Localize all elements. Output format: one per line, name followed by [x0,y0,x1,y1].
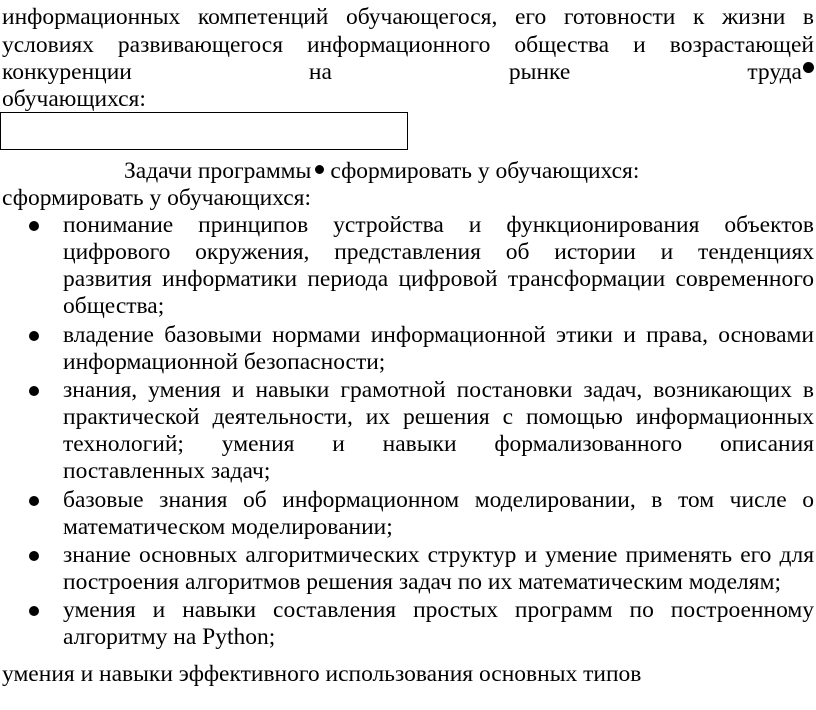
tasks-heading-left: Задачи программы [124,158,312,184]
list-item-line: общества; [63,293,165,319]
list-item-line: информационной безопасности; [63,349,386,375]
bullet-icon [29,221,39,231]
list-item-line: построения алгоритмов решения задач по их математическим моделям; [63,569,781,595]
bullet-icon [29,551,39,561]
empty-text-box [0,112,408,150]
intro-line-1: информационных компетенций обучающегося, его готовности к жизни в [2,4,814,30]
list-item-line: цифрового окружения, представления об истории и тенденциях [63,239,814,265]
list-item-line: практической деятельности, их решения с помощью информационных [63,404,814,430]
bullet-icon [29,386,39,396]
bullet-icon [29,331,39,341]
list-item-line: владение базовыми нормами информационной этики и права, основами [63,322,814,348]
closing-line: умения и навыки эффективного использования основных типов [2,661,642,687]
list-item-line: базовые знания об информационном моделировании, в том числе о [63,487,814,513]
intro-word: конкуренции [2,59,132,85]
intro-word: на [308,59,332,85]
list-item-line: поставленных задач; [63,458,271,484]
intro-line-4: обучающихся: [2,86,146,112]
list-item-line: знание основных алгоритмических структур и умение применять его для [63,542,814,568]
intro-word: рынке [508,59,571,85]
intro-line-2: условиях развивающегося информационного общества и возрастающей [2,32,814,58]
list-item-line: технологий; умения и навыки формализованного описания [63,431,814,457]
list-item-line: знания, умения и навыки грамотной постановки задач, возникающих в [63,377,814,403]
list-item-line: математическом моделировании; [63,514,393,540]
bullet-icon [315,165,324,174]
tasks-lead: сформировать у обучающихся: [2,185,312,211]
list-item-line: понимание принципов устройства и функционирования объектов [63,212,814,238]
intro-line-3 [2,59,814,86]
list-item-line: умения и навыки составления простых программ по построенному [63,597,814,623]
list-item-line: развития информатики периода цифровой трансформации современного [63,266,814,292]
tasks-heading-right: сформировать у обучающихся: [330,158,640,184]
bullet-icon [803,62,814,73]
bullet-icon [29,496,39,506]
bullet-icon [29,606,39,616]
tasks-heading [124,158,639,185]
intro-word: труда [747,59,802,85]
list-item-line: алгоритму на Python; [63,624,276,650]
